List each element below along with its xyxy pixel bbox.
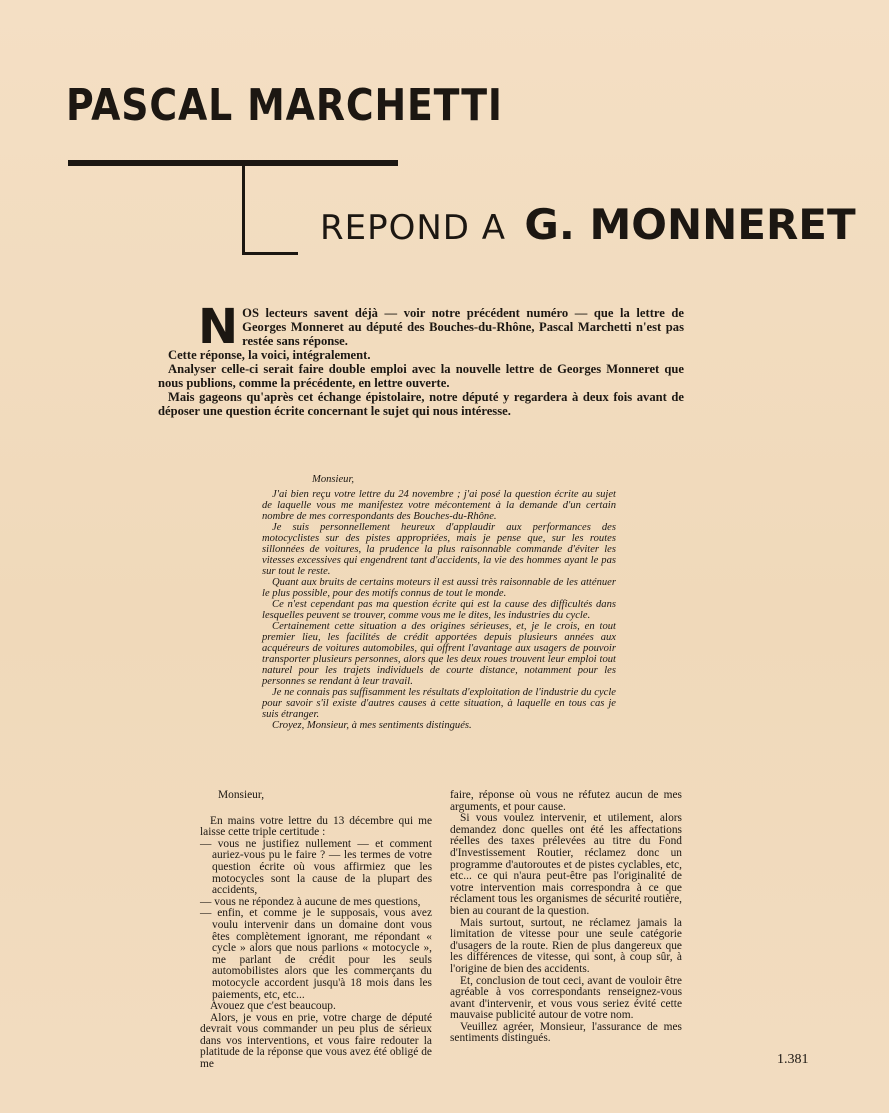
letter-paragraph: Certainement cette situation a des origines sérieuses, et, je le crois, en tout premier lieu, les facilités de crédit apportées depuis plusieurs années aux acquéreurs de voitures automobiles, qui offrent l'avantage aux usagers de pouvoir transporter plusieurs personnes, alors que les deux roues trouvent leur emploi tout naturel pour les trajets individuels de courte distance, notamment pour les personnes se rendant à leur travail. — [262, 621, 616, 687]
letter-closing: Croyez, Monsieur, à mes sentiments distingués. — [272, 720, 472, 731]
intro-paragraph: Mais gageons qu'après cet échange épistolaire, notre député y regardera à deux fois avant de déposer une question écrite concernant le sujet qui nous intéresse. — [158, 390, 684, 418]
letter-paragraph-continued: faire, réponse où vous ne réfutez aucun de mes arguments, et pour cause. — [450, 789, 682, 813]
drop-cap: N — [198, 299, 239, 355]
subtitle-light: REPOND A — [320, 208, 507, 248]
letter-salutation: Monsieur, — [312, 474, 355, 485]
letter-paragraph: Alors, je vous en prie, votre charge de député devrait vous commander un peu plus de sérieux dans vos interventions, et vous faire redouter la platitude de la réponse que vous avez été obligé de me — [200, 1011, 432, 1071]
letter-list-item: — vous ne répondez à aucune de mes questions, — [200, 895, 421, 908]
subtitle-bold: G. MONNERET — [524, 200, 856, 249]
article-title: PASCAL MARCHETTI — [66, 80, 503, 131]
article-subtitle — [320, 200, 856, 249]
intro-paragraph: Analyser celle-ci serait faire double emploi avec la nouvelle lettre de Georges Monneret que nous publions, comme la précédente, en lettre ouverte. — [158, 362, 684, 390]
letter-paragraph: Je suis personnellement heureux d'applaudir aux performances des motocyclistes sur des pistes appropriées, mais je pense que, sur les routes sillonnées de voitures, la prudence la plus raisonnable commande d'éviter les vitesses excessives qui engendrent tant d'accidents, la vie des hommes ayant le pas sur tout le reste. — [262, 522, 616, 577]
intro-paragraph: OS lecteurs savent déjà — voir notre précédent numéro — que la lettre de Georges Monneret au député des Bouches-du-Rhône, Pascal Marchetti n'est pas restée sans réponse. — [242, 306, 684, 348]
letter-closing: Veuillez agréer, Monsieur, l'assurance de mes sentiments distingués. — [450, 1020, 682, 1045]
letter-paragraph: J'ai bien reçu votre lettre du 24 novembre ; j'ai posé la question écrite au sujet de laquelle vous me manifestez votre mécontement à la demande d'un certain nombre de mes correspondants des Bouches-du-Rhône. — [262, 489, 616, 522]
intro-paragraph: Cette réponse, la voici, intégralement. — [168, 348, 371, 362]
letter-paragraph: Avouez que c'est beaucoup. — [210, 1000, 336, 1013]
title-underline — [68, 160, 398, 166]
letter-salutation: Monsieur, — [218, 789, 265, 801]
decorative-bracket-horizontal — [242, 252, 298, 255]
letter-paragraph: Si vous voulez intervenir, et utilement, alors demandez donc quelles ont été les affectations réelles des taxes prélevées au titre du Fond d'Investissement Routier, réclamez donc un programme d'autoroutes et de pistes cyclables, etc, etc... ce qui n'aura peut-être pas l'originalité de votre intervention mais correspondra à ce que réclament tous les organismes de sécurité routière, bien au courant de la question. — [450, 812, 682, 917]
letter-list-item: — enfin, et comme je le supposais, vous avez voulu intervenir dans un domaine dont vous êtes complètement ignorant, me répondant « cycle » alors que nous parlions « motocycle », me parlant de crédit pour les seuls automobilistes alors que les commerçants du motocycle accordent jusqu'à 18 mois dans les paiements, etc, etc... — [200, 907, 432, 1001]
monneret-letter-right-column — [450, 790, 682, 1045]
letter-paragraph: En mains votre lettre du 13 décembre qui me laisse cette triple certitude : — [200, 814, 432, 839]
decorative-bracket-vertical — [242, 165, 245, 255]
marchetti-letter — [262, 474, 616, 731]
letter-paragraph: Je ne connais pas suffisamment les résultats d'exploitation de l'industrie du cycle pour savoir s'il existe d'autres causes à cette situation, à laquelle en tous cas je suis étranger. — [262, 687, 616, 720]
intro-paragraphs — [158, 299, 684, 418]
letter-paragraph: Quant aux bruits de certains moteurs il est aussi très raisonnable de les atténuer le plus possible, pour des motifs connus de tout le monde. — [262, 577, 616, 599]
letter-paragraph: Mais surtout, surtout, ne réclamez jamais la limitation de vitesse pour une seule catégorie d'usagers de la route. Rien de plus dangereux que les différences de vitesse, qui sont, à coup sûr, à l'origine de bien des accidents. — [450, 916, 682, 975]
monneret-letter-left-column — [200, 790, 432, 1071]
letter-paragraph: Ce n'est cependant pas ma question écrite qui est la cause des difficultés dans lesquelles peuvent se trouver, comme vous me le dites, les industries du cycle. — [262, 599, 616, 621]
letter-paragraph: Et, conclusion de tout ceci, avant de vouloir être agréable à vos correspondants renseignez-vous avant d'intervenir, et vous vous seriez évité cette mauvaise publicité autour de votre nom. — [450, 974, 682, 1022]
page-number: 1.381 — [777, 1052, 809, 1067]
letter-list-item: — vous ne justifiez nullement — et comment auriez-vous pu le faire ? — les termes de votre question écrite où vous affirmiez que les motocycles sont la cause de la plupart des accidents, — [200, 837, 432, 897]
